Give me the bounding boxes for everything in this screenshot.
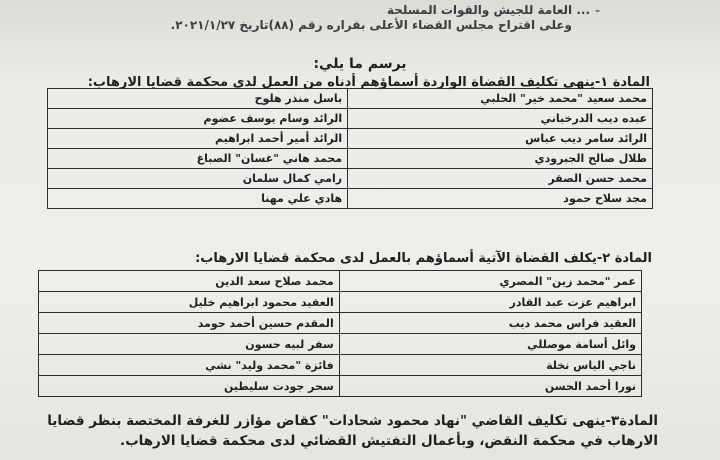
header-line-2: وعلى اقتراح مجلس القضاء الأعلى بقراره رقم (٨٨)تاريخ ٢٠٢١/١/٢٧. bbox=[170, 18, 572, 32]
decree-title: يرسم ما يلي: bbox=[313, 56, 407, 72]
name-cell: العقيد محمود ابراهيم خليل bbox=[39, 292, 340, 313]
name-cell: هادي علي مهنا bbox=[48, 189, 348, 209]
name-cell: العقيد فراس محمد ديب bbox=[339, 313, 641, 334]
table-row bbox=[39, 334, 642, 355]
name-cell: محمد صلاح سعد الدين bbox=[39, 271, 340, 292]
name-cell: ابراهيم عزت عبد القادر bbox=[339, 292, 641, 313]
name-cell: سحر جودت سليطين bbox=[39, 376, 340, 397]
table-row bbox=[48, 189, 653, 209]
table-row bbox=[48, 169, 653, 189]
table-row bbox=[39, 355, 642, 376]
name-cell: الرائد أمير أحمد ابراهيم bbox=[48, 129, 348, 149]
table-row bbox=[39, 292, 642, 313]
table-row bbox=[48, 109, 653, 129]
name-cell: الرائد وسام يوسف عضوم bbox=[48, 109, 348, 129]
name-cell: عبده ديب الدرخباني bbox=[348, 109, 653, 129]
table-row bbox=[48, 129, 653, 149]
name-cell: مجد سلاح حمود bbox=[348, 189, 653, 209]
name-cell: فائزة "محمد وليد" نشي bbox=[39, 355, 340, 376]
article-2-heading: المادة ٢-يكلف القضاة الآتية أسماؤهم بالعمل لدى محكمة قضايا الارهاب: bbox=[195, 251, 652, 266]
name-cell: محمد هاني "غسان" الصباغ bbox=[48, 149, 348, 169]
article-1-names-table bbox=[47, 88, 653, 209]
name-cell: ناجي الياس نخلة bbox=[339, 355, 641, 376]
name-cell: محمد حسن الصقر bbox=[348, 169, 653, 189]
table-row bbox=[39, 376, 642, 397]
article-1-heading: المادة ١-ينهى تكليف القضاة الواردة أسماؤهم أدناه من العمل لدى محكمة قضايا الارهاب: bbox=[87, 75, 650, 90]
name-cell: محمد سعيد "محمد خير" الحلبي bbox=[348, 89, 653, 109]
name-cell: طلال صالح الجبرودي bbox=[348, 149, 653, 169]
name-cell: نورا أحمد الحسن bbox=[339, 376, 641, 397]
article-3-line-2: الارهاب في محكمة النقض، وبأعمال التفتيش القضائي لدى محكمة قضايا الارهاب. bbox=[119, 433, 658, 449]
name-cell: رامي كمال سلمان bbox=[48, 169, 348, 189]
name-cell: وائل أسامة موصللي bbox=[339, 334, 641, 355]
table-row bbox=[39, 271, 642, 292]
name-cell: المقدم حسين أحمد حومد bbox=[39, 313, 340, 334]
name-cell: سفر لبيه حسون bbox=[39, 334, 340, 355]
article-3-line-1: المادة٣-ينهى تكليف القاضي "نهاد محمود شحادات" كقاض مؤازر للغرفة المختصة بنظر قضايا bbox=[47, 413, 658, 429]
name-cell: باسل منذر هلوح bbox=[48, 89, 348, 109]
name-cell: الرائد سامر ديب عباس bbox=[348, 129, 653, 149]
header-line-1: ... العامة للجيش والقوات المسلحة bbox=[386, 3, 590, 17]
table-row bbox=[48, 89, 653, 109]
table-row bbox=[39, 313, 642, 334]
header-dash: - bbox=[595, 3, 601, 19]
article-2-names-table bbox=[38, 270, 642, 397]
table-row bbox=[48, 149, 653, 169]
name-cell: عمر "محمد زين" المصري bbox=[339, 271, 641, 292]
